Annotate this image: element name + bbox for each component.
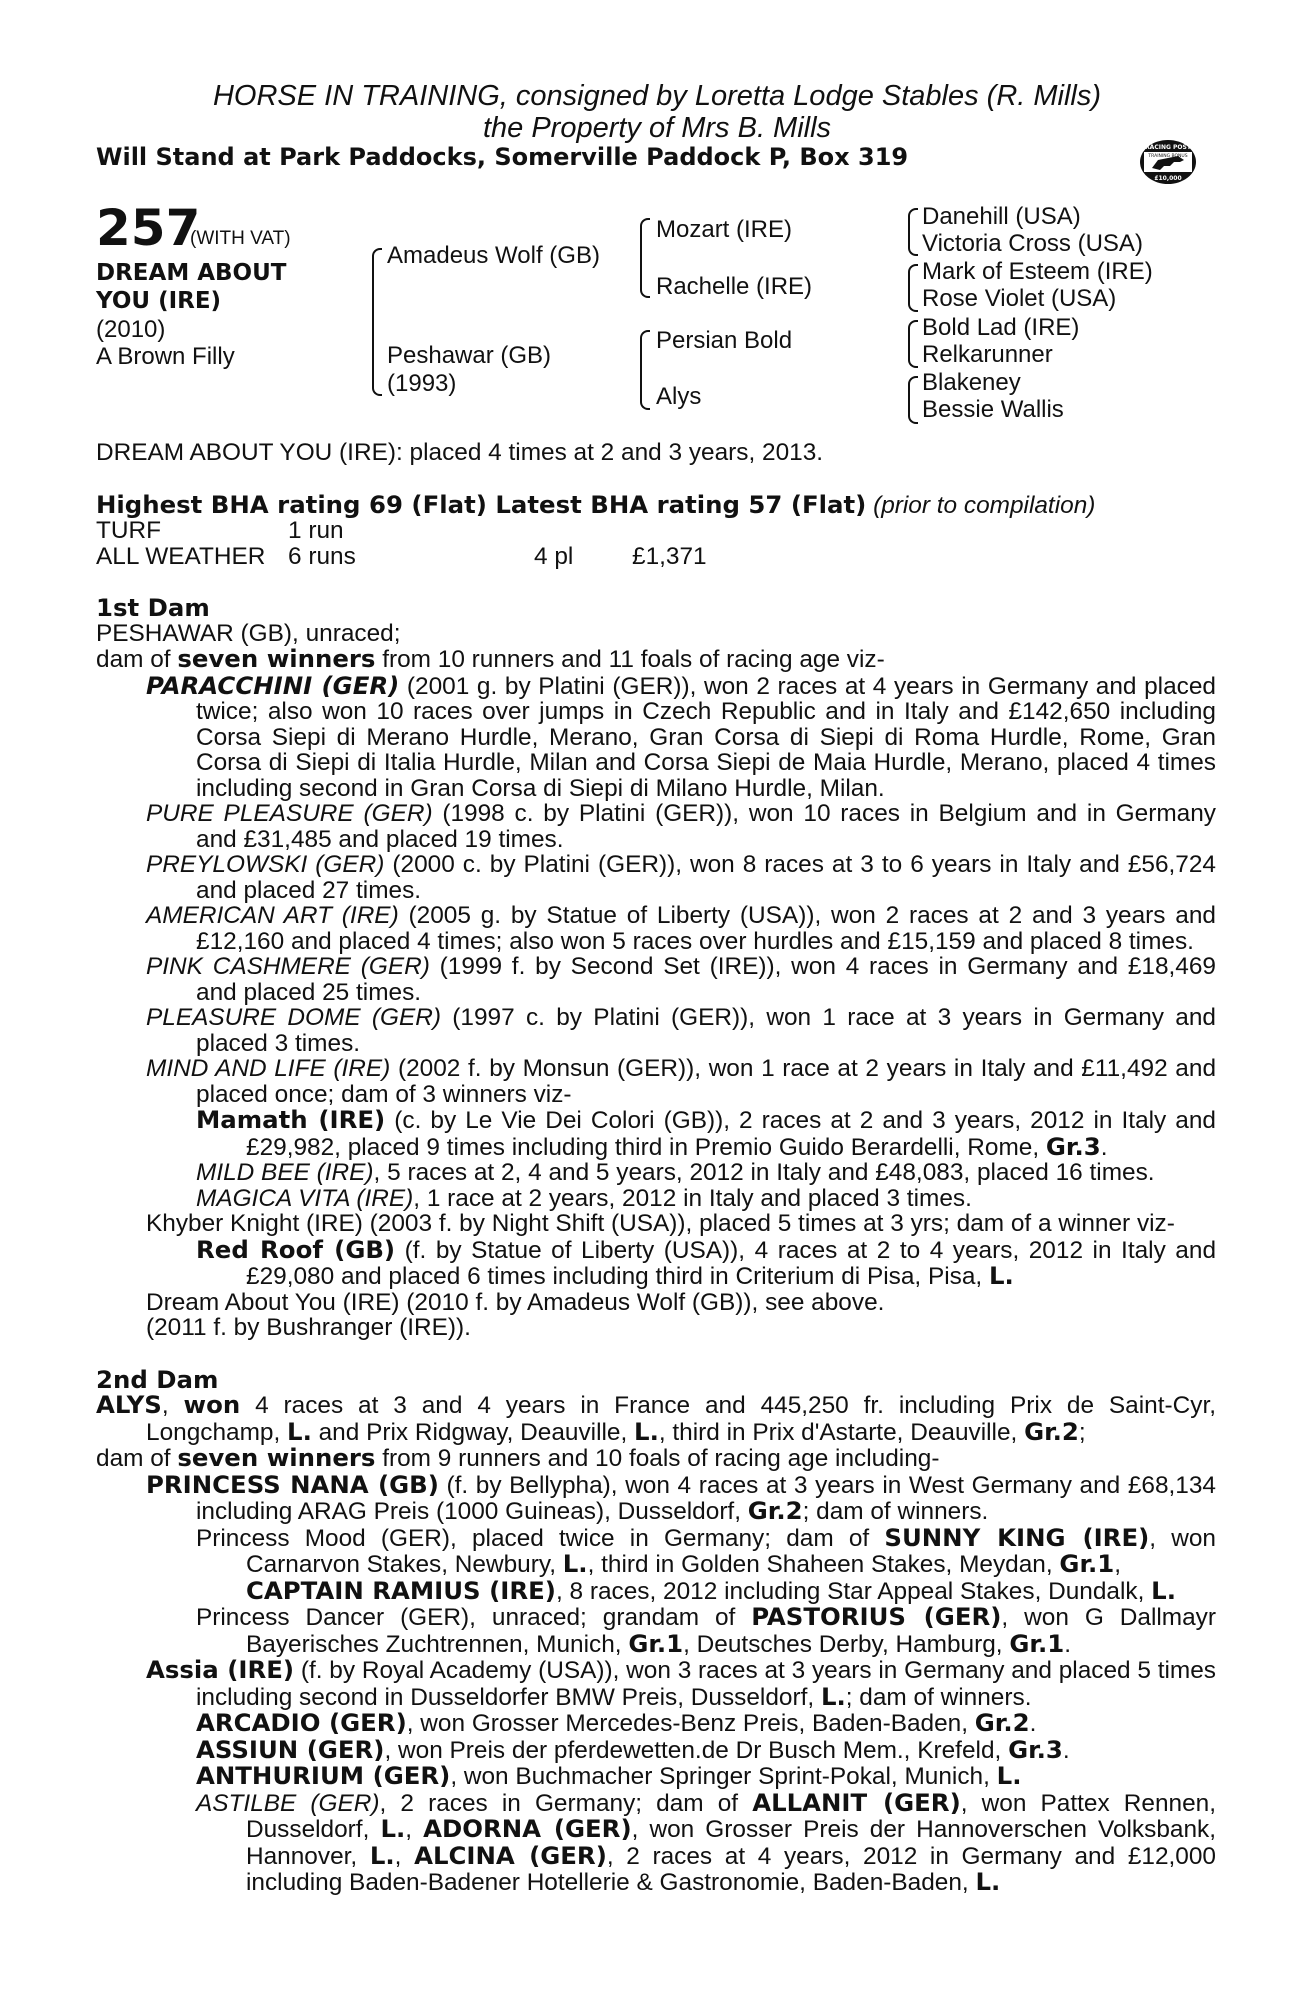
pedigree-ddd: Bessie Wallis [922,396,1064,423]
produce-text: (f. by Statue of Liberty (USA)), 4 races at 2 to 4 years, 2012 in Italy and £29,080 and placed 6 times including third in Criterium di Pisa, Pisa, [246,1236,1217,1290]
text-run: , Deutsches Derby, Hamburg, [683,1630,1010,1658]
horse-badge-icon [1138,132,1198,192]
performance-summary: DREAM ABOUT YOU (IRE): placed 4 times at 2 and 3 years, 2013. [96,439,824,466]
stand-location: Will Stand at Park Paddocks, Somerville Paddock P, Box 319 [96,143,909,171]
text-run: Princess Mood (GER), placed twice in Germany; dam of [196,1524,885,1552]
produce-name: SUNNY KING (IRE) [884,1522,1150,1552]
produce-text: (2001 g. by Platini (GER)), won 2 races at 4 years in Germany and placed twice; also won 10 races over jumps in Czech Republic and in Italy and £142,650 including Corsa Siepi di Merano Hurdle, Merano, Gran Corsa di Siepi di Roma Hurdle, Rome, Gran Corsa di Siepi di Italia Hurdle, Milan and Corsa Siepi de Maia Hurdle, Merano, placed 4 times including second in Gran Corsa di Siepi di Milano Hurdle, Milan. [196,672,1216,802]
text-run: dam of [96,646,178,673]
race-grade: L. [287,1416,312,1446]
produce-princess-nana [96,1469,1216,1525]
produce-name: PARACCHINI (GER) [146,670,400,700]
race-grade: L. [988,1261,1014,1290]
dam-name: ALYS [96,1390,162,1419]
produce-princess-mood: Princess Mood (GER), placed twice in Germany; dam of SUNNY KING (IRE), won Carnarvon Stakes, Newbury, L., third in Golden Shaheen Stakes, Meydan, Gr.1, CAPTAIN RAMIUS (IRE), 8 races, 2012 including Star Appeal Stakes, Dundalk, L. [196,1522,1216,1605]
produce-name: ARCADIO (GER) [196,1708,407,1737]
pedigree-ssd: Victoria Cross (USA) [922,230,1143,257]
race-grade: Gr.1 [1059,1549,1115,1578]
race-grade: Gr.1 [628,1628,684,1658]
pedigree-sss: Danehill (USA) [922,203,1081,230]
produce-text: (2005 g. by Statue of Liberty (USA)), won 2 races at 2 and 3 years and £12,160 and placed 4 times; also won 5 races over hurdles and £15,159 and placed 8 times. [196,902,1216,955]
race-grade: Gr.2 [747,1496,803,1525]
header-consignor: HORSE IN TRAINING, consigned by Loretta Lodge Stables (R. Mills) [212,80,1102,112]
produce-preylowski [96,852,1216,903]
produce-mild-bee [96,1160,1216,1186]
second-dam-heading: 2nd Dam [96,1364,219,1394]
pedigree-brace-main [372,248,382,396]
race-grade: Gr.1 [1009,1628,1065,1658]
produce-paracchini [96,670,1216,802]
race-grade: L. [820,1681,846,1711]
produce-name: ADORNA (GER) [423,1814,632,1843]
race-grade: Gr.3 [1045,1131,1101,1161]
text-run: ; dam of winners. [802,1498,989,1525]
produce-name: Mamath (IRE) [196,1105,386,1134]
text-run: (f. by Royal Academy (USA)), won 3 races at 3 years in Germany and placed 5 times including second in Dusseldorfer BMW Preis, Dusseldorf, [196,1657,1216,1711]
produce-name: Red Roof (GB) [196,1234,396,1264]
ratings-headline: Highest BHA rating 69 (Flat) Latest BHA rating 57 (Flat) [96,489,867,519]
first-dam-intro: PESHAWAR (GB), unraced; [96,619,401,647]
produce-text: (1997 c. by Platini (GER)), won 1 race at 3 years in Germany and placed 3 times. [196,1004,1216,1057]
pedigree-dam: Peshawar (GB) [387,342,552,369]
produce-pink-cashmere [96,954,1216,1005]
pedigree-brace-dam [640,330,650,410]
text-run: (f. by Bellypha), won 4 races at 3 years in West Germany and £68,134 including ARAG Preis (1000 Guineas), Dusseldorf, [196,1471,1216,1525]
text-run: , won G Dallmayr Bayerisches Zuchtrennen, Munich, [246,1604,1216,1658]
text-run: , third in Golden Shaheen Stakes, Meydan, [587,1551,1060,1578]
text-run: , 8 races, 2012 including Star Appeal Stakes, Dundalk, [555,1577,1152,1605]
produce-khyber-knight: Khyber Knight (IRE) (2003 f. by Night Shift (USA)), placed 5 times at 3 yrs; dam of a winner viz- [146,1210,1175,1237]
header-property: the Property of Mrs B. Mills [482,112,832,144]
race-grade: L. [634,1416,659,1446]
produce-2011-filly: (2011 f. by Bushranger (IRE)). [146,1314,471,1341]
all-weather-record [96,544,1216,570]
race-grade: L. [562,1549,588,1578]
produce-red-roof [96,1234,1217,1290]
text-run: and Prix Ridgway, Deauville, [311,1418,635,1446]
produce-name: MILD BEE (IRE) [196,1159,374,1186]
produce-name: PREYLOWSKI (GER) [146,851,385,878]
pedigree-brace-sire [640,218,650,298]
produce-name: PLEASURE DOME (GER) [146,1004,441,1031]
pedigree-brace-dd [908,376,918,424]
pedigree-sire-dam: Rachelle (IRE) [656,273,813,300]
text-run: 4 races at 3 and 4 years in France and 445,250 fr. including Prix de Saint-Cyr, Longchamp, [146,1392,1216,1446]
produce-name: MAGICA VITA (IRE) [196,1184,414,1212]
horse-name-line1: DREAM ABOUT [96,260,287,286]
produce-name: ASSIUN (GER) [196,1734,385,1764]
race-grade: L. [996,1761,1022,1790]
won-word: won [183,1390,241,1419]
lot-number: 257 [96,199,201,257]
produce-name: PRINCESS NANA (GB) [146,1469,439,1499]
produce-assia [96,1657,1216,1710]
text-run: ; [1078,1418,1086,1446]
produce-text: , 5 races at 2, 4 and 5 years, 2012 in Italy and £48,083, placed 16 times. [373,1159,1155,1186]
foaling-year: (2010) [96,316,166,343]
produce-name: PASTORIUS (GER) [751,1602,1002,1631]
produce-astilbe: ASTILBE (GER), 2 races in Germany; dam of ALLANIT (GER), won Pattex Rennen, Dusseldorf, L., ADORNA (GER), won Grosser Preis der Hannoverschen Volksbank, Hannover, L., ALCINA (GER), 2 races at 4 years, 2012 in Germany and £12,000 including Baden-Badener Hotellerie & Gastronomie, Baden-Baden, L. [196,1787,1216,1896]
badge-top-text: RACING POST [1145,144,1191,151]
produce-name: ANTHURIUM (GER) [196,1761,451,1790]
horse-description: A Brown Filly [96,343,235,370]
aw-earnings: £1,371 [632,542,707,570]
text-run: , won Carnarvon Stakes, Newbury, [246,1524,1216,1578]
produce-name: PURE PLEASURE (GER) [146,800,433,827]
winners-count: seven winners [177,1443,376,1472]
pedigree-sds: Mark of Esteem (IRE) [922,258,1153,285]
text-run: , third in Prix d'Astarte, Deauville, [658,1418,1025,1446]
ratings-note: (prior to compilation) [873,491,1096,519]
horse-name-line2: YOU (IRE) [96,288,222,314]
produce-name: ALCINA (GER) [414,1840,607,1870]
racing-post-bonus-badge [1138,132,1198,192]
text-run: from 9 runners and 10 foals of racing age including- [375,1445,940,1472]
second-dam-alys: ALYS, won 4 races at 3 and 4 years in France and 445,250 fr. including Prix de Saint-Cyr, Longchamp, L. and Prix Ridgway, Deauville, L., third in Prix d'Astarte, Deauville, Gr.2; [96,1390,1216,1446]
aw-runs: 6 runs [288,542,356,570]
produce-pure-pleasure [96,801,1216,852]
produce-arcadio: ARCADIO (GER), won Grosser Mercedes-Benz Preis, Baden-Baden, Gr.2. [196,1708,1037,1737]
badge-mid-text: TRAINING BONUS [1148,154,1188,159]
pedigree-dsd: Relkarunner [922,341,1053,368]
pedigree-dam-dam: Alys [656,383,702,410]
produce-text: , 1 race at 2 years, 2012 in Italy and placed 3 times. [413,1184,972,1212]
aw-label: ALL WEATHER [96,542,266,570]
turf-record [96,518,1216,544]
catalogue-body [96,440,1216,1896]
produce-text: (c. by Le Vie Dei Colori (GB)), 2 races at 2 and 3 years, 2012 in Italy and £29,982, placed 9 times including third in Premio Guido Berardelli, Rome, [246,1107,1216,1161]
produce-dream-about-you: Dream About You (IRE) (2010 f. by Amadeus Wolf (GB)), see above. [146,1288,885,1316]
race-grade: L. [1151,1575,1176,1605]
second-dam-produce-intro [96,1445,1216,1472]
turf-runs: 1 run [288,517,344,544]
pedigree-sdd: Rose Violet (USA) [922,285,1117,312]
produce-assiun: ASSIUN (GER), won Preis der pferdewetten.de Dr Busch Mem., Krefeld, Gr.3. [196,1734,1070,1764]
produce-text: (1998 c. by Platini (GER)), won 10 races in Belgium and in Germany and £31,485 and placed 19 times. [196,800,1216,853]
pedigree-dam-year: (1993) [387,370,457,397]
text-run: , 2 races at 4 years, 2012 in Germany and £12,000 including Baden-Badener Hotellerie & Gastronomie, Baden-Baden, [246,1842,1216,1896]
text-run: , won Pattex Rennen, Dusseldorf, [246,1789,1216,1843]
winners-count: seven winners [177,644,376,673]
produce-name: AMERICAN ART (IRE) [146,902,399,929]
pedigree-dds: Blakeney [922,369,1021,396]
produce-american-art [96,903,1216,954]
pedigree-dss: Bold Lad (IRE) [922,314,1080,341]
produce-mind-and-life [96,1056,1216,1107]
text-run: from 10 runners and 11 foals of racing age viz- [375,646,885,673]
produce-name: ASTILBE (GER) [196,1789,380,1817]
pedigree-sire-sire: Mozart (IRE) [656,216,793,243]
produce-text: (2000 c. by Platini (GER)), won 8 races at 3 to 6 years in Italy and £56,724 and placed 27 times. [196,851,1216,904]
pedigree-brace-ss [908,208,918,256]
produce-mamath: Mamath (IRE) (c. by Le Vie Dei Colori (GB)), 2 races at 2 and 3 years, 2012 in Italy and £29,982, placed 9 times including third in Premio Guido Berardelli, Rome, Gr.3. [196,1105,1216,1161]
text-run: , won Preis der pferdewetten.de Dr Busch Mem., Krefeld, [384,1736,1009,1764]
pedigree-brace-ds [908,320,918,368]
pedigree-sire: Amadeus Wolf (GB) [387,242,600,269]
pedigree-dam-sire: Persian Bold [656,327,793,354]
produce-name: CAPTAIN RAMIUS (IRE) [246,1575,556,1605]
ratings-line [96,489,1216,519]
race-grade: L. [380,1814,406,1843]
produce-anthurium [96,1763,1216,1790]
turf-label: TURF [96,517,162,544]
vat-note: (WITH VAT) [190,228,291,249]
badge-amount-text: £10,000 [1154,175,1182,182]
text-run: , won Grosser Mercedes-Benz Preis, Baden-Baden, [406,1710,975,1737]
produce-name: PINK CASHMERE (GER) [146,953,430,980]
text-run: , won Grosser Preis der Hannoverschen Volksbank, Hannover, [246,1816,1216,1870]
aw-placed: 4 pl [534,542,574,570]
text-run: Princess Dancer (GER), unraced; grandam of [196,1604,752,1631]
produce-pleasure-dome [96,1005,1216,1056]
text-run: dam of [96,1445,178,1472]
produce-princess-dancer: Princess Dancer (GER), unraced; grandam of PASTORIUS (GER), won G Dallmayr Bayerisches Zuchtrennen, Munich, Gr.1, Deutsches Derby, Hamburg, Gr.1. [196,1602,1216,1658]
text-run: ; dam of winners. [845,1683,1032,1711]
pedigree-brace-sd [908,264,918,312]
first-dam-heading: 1st Dam [96,593,210,622]
first-dam-produce-intro [96,646,1216,673]
horse-name [96,259,326,315]
race-grade: Gr.2 [1024,1416,1079,1446]
race-grade: Gr.3 [1008,1734,1063,1764]
produce-name: ALLANIT (GER) [752,1787,961,1817]
race-grade: L. [369,1840,395,1870]
produce-name: Assia (IRE) [146,1655,295,1684]
produce-text: (1999 f. by Second Set (IRE)), won 4 races in Germany and £18,469 and placed 25 times. [196,953,1216,1006]
text-run: , 2 races in Germany; dam of [379,1789,753,1817]
produce-text: (2002 f. by Monsun (GER)), won 1 race at 2 years in Italy and £11,492 and placed once; dam of 3 winners viz- [196,1055,1217,1108]
produce-magica-vita [96,1186,1216,1212]
produce-name: MIND AND LIFE (IRE) [146,1055,391,1082]
text-run: , won Buchmacher Springer Sprint-Pokal, Munich, [450,1763,997,1790]
race-grade: L. [975,1867,1001,1896]
race-grade: Gr.2 [974,1708,1030,1737]
